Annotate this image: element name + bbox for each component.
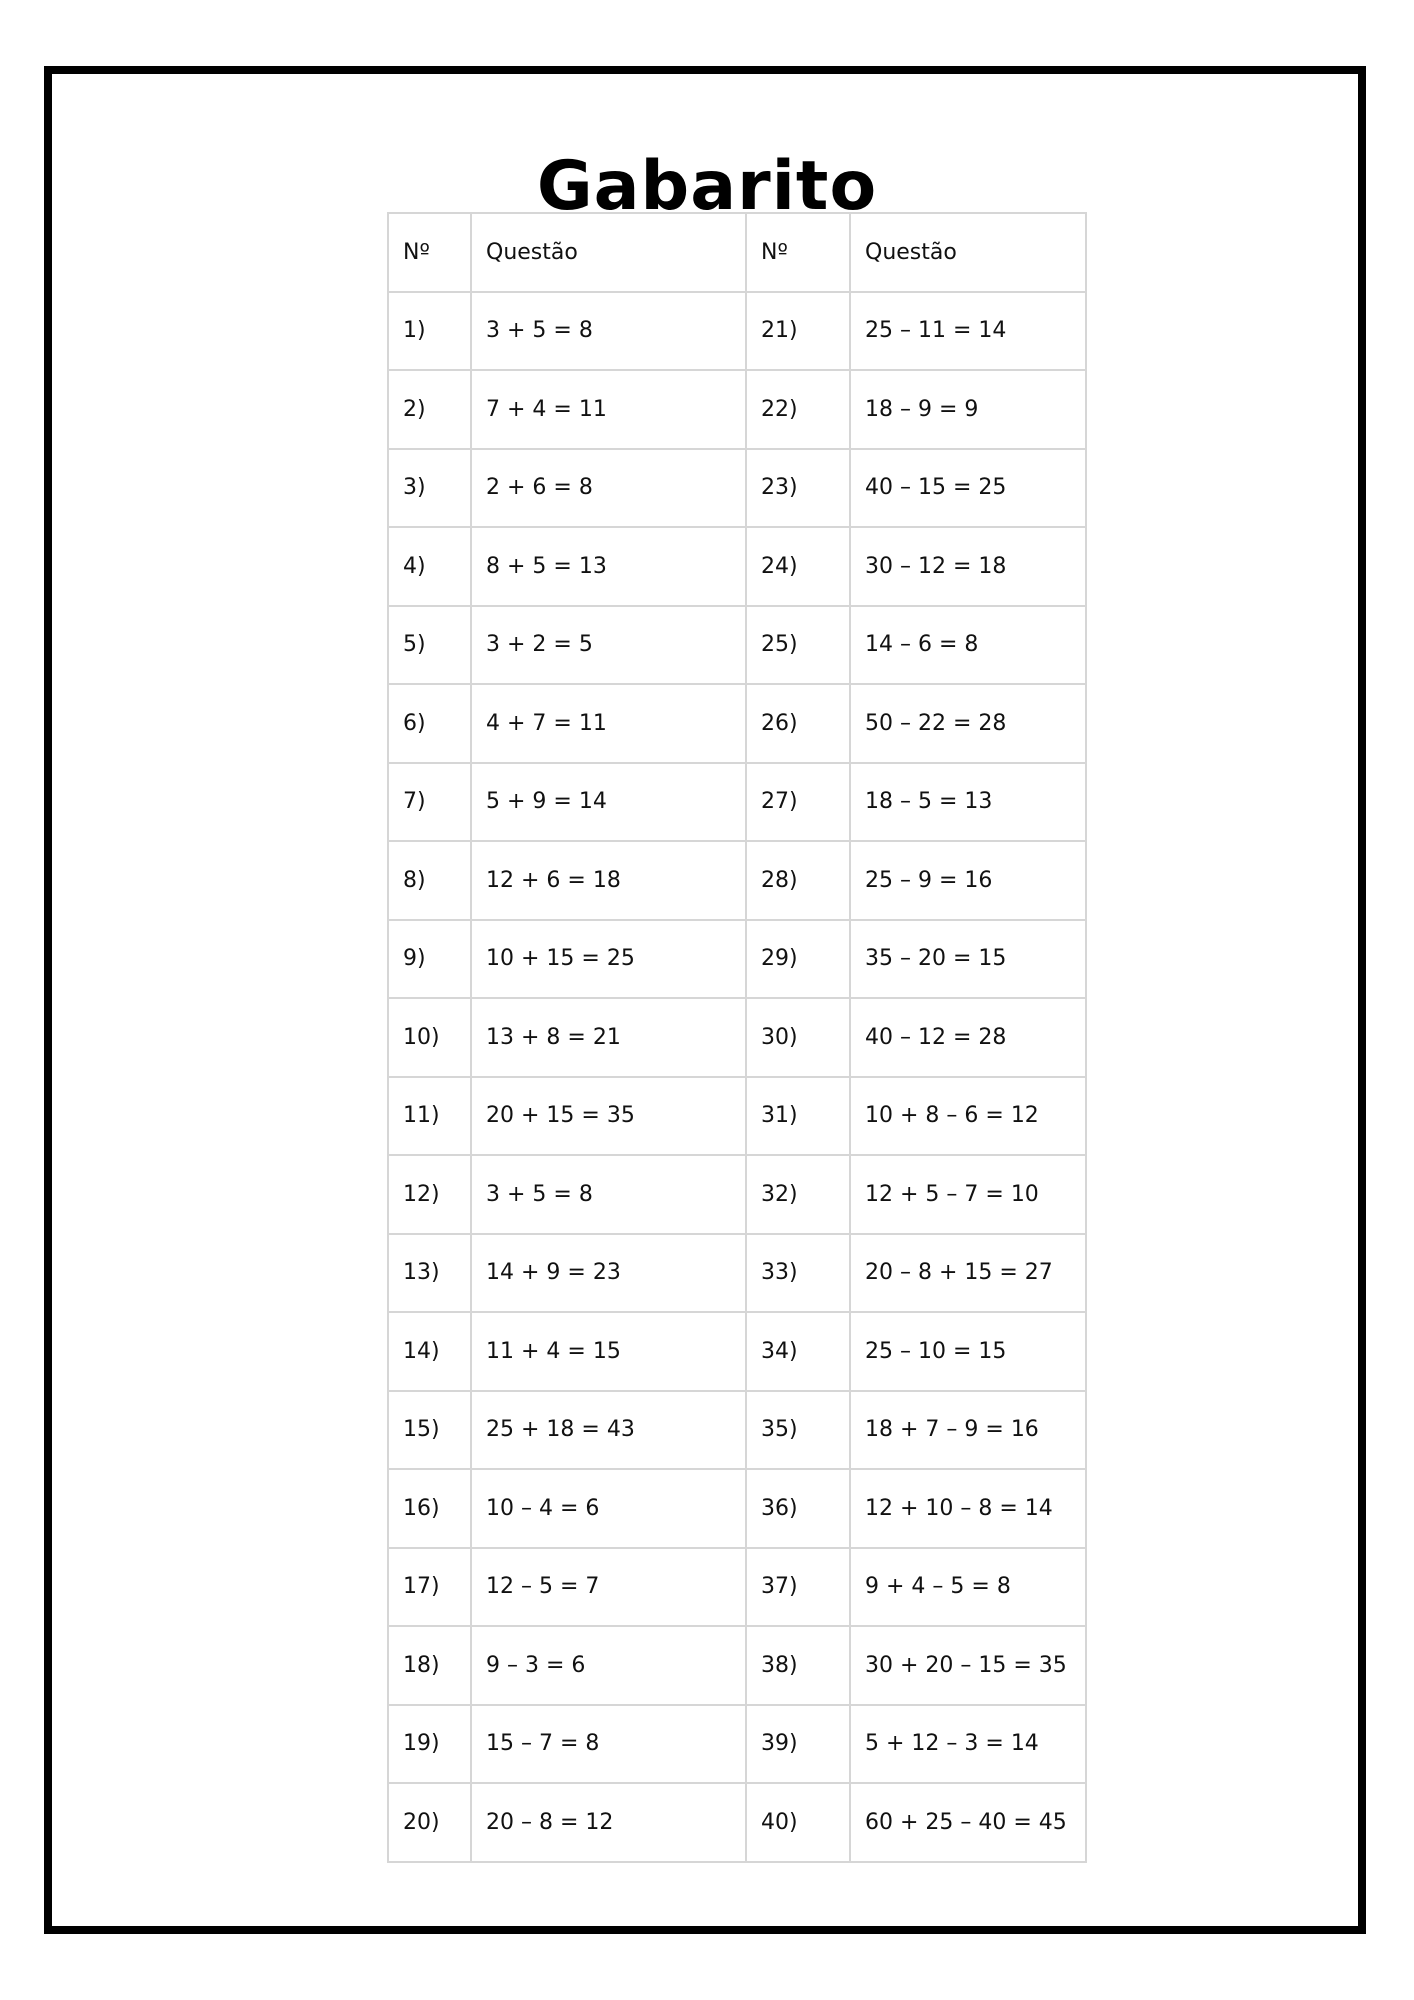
question-number-cell: 34)	[746, 1312, 850, 1391]
question-answer-cell: 20 – 8 = 12	[471, 1783, 746, 1862]
table-row	[388, 1783, 1086, 1862]
question-number-cell: 26)	[746, 684, 850, 763]
question-number-cell: 24)	[746, 527, 850, 606]
question-number-cell: 21)	[746, 292, 850, 371]
question-answer-cell: 3 + 5 = 8	[471, 1155, 746, 1234]
table-row	[388, 841, 1086, 920]
question-number-cell: 22)	[746, 370, 850, 449]
header-question-right: Questão	[850, 213, 1086, 292]
table-row	[388, 920, 1086, 999]
question-answer-cell: 9 + 4 – 5 = 8	[850, 1548, 1086, 1627]
question-answer-cell: 10 + 8 – 6 = 12	[850, 1077, 1086, 1156]
question-answer-cell: 14 + 9 = 23	[471, 1234, 746, 1313]
question-answer-cell: 40 – 15 = 25	[850, 449, 1086, 528]
table-header-row	[388, 213, 1086, 292]
question-number-cell: 9)	[388, 920, 471, 999]
question-answer-cell: 5 + 9 = 14	[471, 763, 746, 842]
question-number-cell: 40)	[746, 1783, 850, 1862]
table-row	[388, 998, 1086, 1077]
question-number-cell: 27)	[746, 763, 850, 842]
question-number-cell: 2)	[388, 370, 471, 449]
question-number-cell: 13)	[388, 1234, 471, 1313]
table-row	[388, 370, 1086, 449]
question-answer-cell: 25 + 18 = 43	[471, 1391, 746, 1470]
question-number-cell: 36)	[746, 1469, 850, 1548]
question-answer-cell: 10 – 4 = 6	[471, 1469, 746, 1548]
header-question-left: Questão	[471, 213, 746, 292]
question-number-cell: 4)	[388, 527, 471, 606]
question-answer-cell: 12 + 10 – 8 = 14	[850, 1469, 1086, 1548]
table-row	[388, 1469, 1086, 1548]
question-number-cell: 37)	[746, 1548, 850, 1627]
question-answer-cell: 25 – 9 = 16	[850, 841, 1086, 920]
question-number-cell: 35)	[746, 1391, 850, 1470]
question-number-cell: 30)	[746, 998, 850, 1077]
question-number-cell: 28)	[746, 841, 850, 920]
question-number-cell: 18)	[388, 1626, 471, 1705]
table-row	[388, 1391, 1086, 1470]
answer-rows	[388, 292, 1086, 1862]
question-answer-cell: 10 + 15 = 25	[471, 920, 746, 999]
question-answer-cell: 12 – 5 = 7	[471, 1548, 746, 1627]
question-answer-cell: 60 + 25 – 40 = 45	[850, 1783, 1086, 1862]
question-number-cell: 19)	[388, 1705, 471, 1784]
question-number-cell: 16)	[388, 1469, 471, 1548]
question-number-cell: 17)	[388, 1548, 471, 1627]
question-answer-cell: 35 – 20 = 15	[850, 920, 1086, 999]
question-number-cell: 7)	[388, 763, 471, 842]
question-answer-cell: 2 + 6 = 8	[471, 449, 746, 528]
question-answer-cell: 4 + 7 = 11	[471, 684, 746, 763]
question-number-cell: 20)	[388, 1783, 471, 1862]
question-answer-cell: 25 – 10 = 15	[850, 1312, 1086, 1391]
table-row	[388, 763, 1086, 842]
question-answer-cell: 8 + 5 = 13	[471, 527, 746, 606]
table-row	[388, 1155, 1086, 1234]
question-answer-cell: 14 – 6 = 8	[850, 606, 1086, 685]
table-row	[388, 1548, 1086, 1627]
question-answer-cell: 18 – 9 = 9	[850, 370, 1086, 449]
question-answer-cell: 9 – 3 = 6	[471, 1626, 746, 1705]
question-number-cell: 1)	[388, 292, 471, 371]
question-answer-cell: 20 + 15 = 35	[471, 1077, 746, 1156]
table-row	[388, 1626, 1086, 1705]
question-answer-cell: 30 – 12 = 18	[850, 527, 1086, 606]
question-number-cell: 25)	[746, 606, 850, 685]
question-number-cell: 3)	[388, 449, 471, 528]
table-row	[388, 606, 1086, 685]
question-answer-cell: 30 + 20 – 15 = 35	[850, 1626, 1086, 1705]
table-row	[388, 684, 1086, 763]
question-answer-cell: 40 – 12 = 28	[850, 998, 1086, 1077]
table-row	[388, 1312, 1086, 1391]
answer-key-table	[387, 212, 1087, 1863]
question-answer-cell: 50 – 22 = 28	[850, 684, 1086, 763]
question-answer-cell: 11 + 4 = 15	[471, 1312, 746, 1391]
page-title: Gabarito	[536, 146, 878, 226]
question-number-cell: 33)	[746, 1234, 850, 1313]
table-row	[388, 1234, 1086, 1313]
question-number-cell: 6)	[388, 684, 471, 763]
table-row	[388, 449, 1086, 528]
header-number-right: Nº	[746, 213, 850, 292]
question-number-cell: 23)	[746, 449, 850, 528]
question-answer-cell: 25 – 11 = 14	[850, 292, 1086, 371]
question-answer-cell: 5 + 12 – 3 = 14	[850, 1705, 1086, 1784]
table-row	[388, 292, 1086, 371]
question-number-cell: 29)	[746, 920, 850, 999]
question-number-cell: 32)	[746, 1155, 850, 1234]
question-answer-cell: 12 + 5 – 7 = 10	[850, 1155, 1086, 1234]
question-answer-cell: 13 + 8 = 21	[471, 998, 746, 1077]
question-answer-cell: 12 + 6 = 18	[471, 841, 746, 920]
question-answer-cell: 18 – 5 = 13	[850, 763, 1086, 842]
question-answer-cell: 7 + 4 = 11	[471, 370, 746, 449]
table-row	[388, 527, 1086, 606]
question-number-cell: 10)	[388, 998, 471, 1077]
question-answer-cell: 3 + 5 = 8	[471, 292, 746, 371]
question-number-cell: 11)	[388, 1077, 471, 1156]
question-number-cell: 31)	[746, 1077, 850, 1156]
question-number-cell: 5)	[388, 606, 471, 685]
question-number-cell: 8)	[388, 841, 471, 920]
question-answer-cell: 15 – 7 = 8	[471, 1705, 746, 1784]
table-row	[388, 1077, 1086, 1156]
question-answer-cell: 3 + 2 = 5	[471, 606, 746, 685]
header-number-left: Nº	[388, 213, 471, 292]
question-answer-cell: 18 + 7 – 9 = 16	[850, 1391, 1086, 1470]
question-number-cell: 15)	[388, 1391, 471, 1470]
question-number-cell: 39)	[746, 1705, 850, 1784]
question-answer-cell: 20 – 8 + 15 = 27	[850, 1234, 1086, 1313]
question-number-cell: 14)	[388, 1312, 471, 1391]
question-number-cell: 12)	[388, 1155, 471, 1234]
table-row	[388, 1705, 1086, 1784]
question-number-cell: 38)	[746, 1626, 850, 1705]
